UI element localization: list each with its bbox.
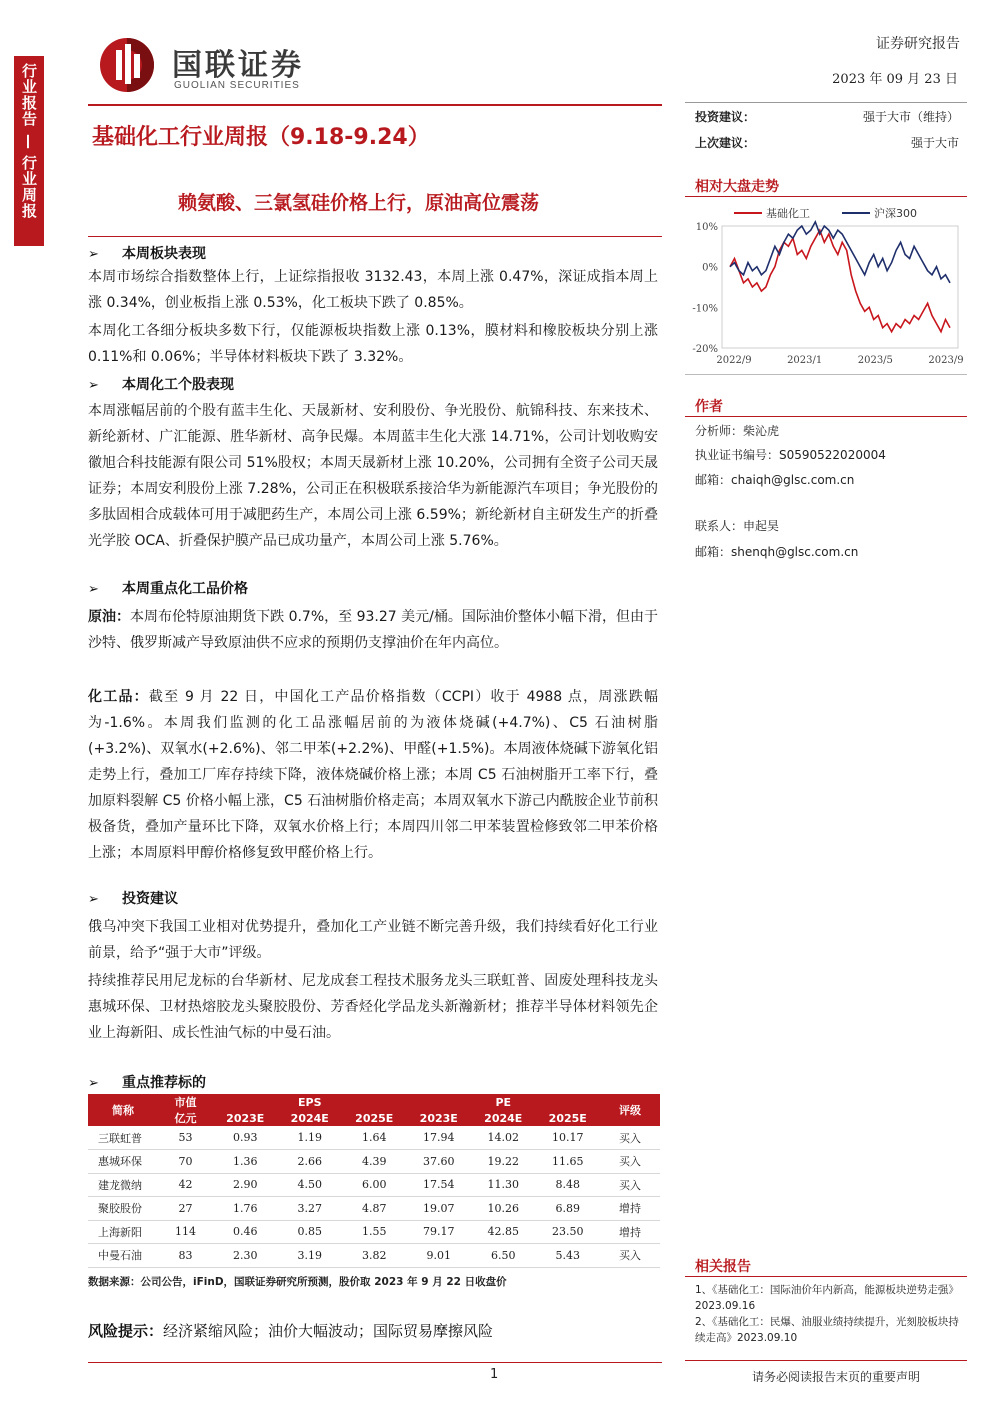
recommendation-table <box>88 1094 660 1268</box>
table-header-year: 2024E <box>471 1110 536 1126</box>
value-cell: 3.19 <box>278 1244 343 1268</box>
table-header-year: 2023E <box>213 1110 278 1126</box>
chart-svg <box>688 200 966 372</box>
y-tick-label: -10% <box>692 303 718 315</box>
value-cell: 1.76 <box>213 1197 278 1221</box>
related-section-rule <box>685 1276 967 1277</box>
risk-label: 风险提示： <box>88 1322 164 1340</box>
value-cell: 83 <box>158 1244 213 1268</box>
section-heading-3 <box>88 578 248 598</box>
rating-cell: 增持 <box>600 1197 660 1221</box>
brand-name-cn: 国联证券 <box>172 48 304 83</box>
value-cell: 1.36 <box>213 1150 278 1174</box>
risk-text: 经济紧缩风险；油价大幅波动；国际贸易摩擦风险 <box>163 1322 494 1340</box>
section-heading-3-text: 本周重点化工品价格 <box>122 581 248 597</box>
value-cell: 19.07 <box>407 1197 472 1221</box>
logo-icon <box>92 30 162 100</box>
value-cell: 4.87 <box>342 1197 407 1221</box>
table-header-year: 2025E <box>536 1110 601 1126</box>
side-band-line-2: — <box>20 133 38 149</box>
legend-label: 基础化工 <box>766 207 810 220</box>
value-cell: 5.43 <box>536 1244 601 1268</box>
table-header-mv: 市值 <box>158 1094 213 1110</box>
table-header-year: 2025E <box>342 1110 407 1126</box>
section-heading-5-text: 重点推荐标的 <box>122 1075 206 1091</box>
section-heading-4-text: 投资建议 <box>122 891 178 907</box>
table-header-name: 简称 <box>88 1094 158 1126</box>
value-cell: 14.02 <box>471 1126 536 1150</box>
section-3-para-1-text: 本周布伦特原油期货下跌 0.7%，至 93.27 美元/桶。国际油价整体小幅下滑，但由于沙特、俄罗斯减产导致原油供不应求的预期仍支撑油价在年内高位。 <box>88 609 659 651</box>
page-subtitle: 赖氨酸、三氯氢硅价格上行，原油高位震荡 <box>178 192 540 214</box>
brand-name-en: GUOLIAN SECURITIES <box>174 80 300 91</box>
value-cell: 17.94 <box>407 1126 472 1150</box>
value-cell: 10.17 <box>536 1126 601 1150</box>
chart-section-title: 相对大盘走势 <box>695 179 779 195</box>
table-header-year: 2023E <box>407 1110 472 1126</box>
author-section-rule <box>685 416 967 417</box>
doc-date: 2023 年 09 月 23 日 <box>832 72 958 87</box>
value-cell: 70 <box>158 1150 213 1174</box>
table-header-eps: EPS <box>213 1094 407 1110</box>
value-cell: 2.30 <box>213 1244 278 1268</box>
value-cell: 0.85 <box>278 1220 343 1244</box>
value-cell: 6.00 <box>342 1173 407 1197</box>
rating-invest <box>695 108 963 125</box>
relative-performance-chart <box>688 200 966 372</box>
x-tick-label: 2023/9 <box>928 355 964 366</box>
related-report-1[interactable]: 1、《基础化工：国际油价年内新高，能源板块逆势走强》2023.09.16 <box>695 1284 959 1312</box>
value-cell: 0.46 <box>213 1220 278 1244</box>
section-3-para-2-text: 截至 9 月 22 日，中国化工产品价格指数（CCPI）收于 4988 点，周涨跌幅为-1.6%。本周我们监测的化工品涨幅居前的为液体烧碱(+4.7%)、C5 石油树脂(+3.2%)、双氧水(+2.6%)、邻二甲苯(+2.2%)、甲醛(+1.5%)。本周液体烧碱下游氧化铝走势上行，叠加工厂库存持续下降，液体烧碱价格上涨；本周 C5 石油树脂开工率下行，叠加原料裂解 C5 价格小幅上涨，C5 石油树脂价格走高；本周双氧水下游己内酰胺企业节前积极备货，叠加产量环比下降，双氧水价格上行；本周四川邻二甲苯装置检修致邻二甲苯价格上涨；本周原料甲醇价格修复致甲醛价格上行。 <box>88 689 658 861</box>
y-tick-label: -20% <box>692 344 718 355</box>
chart-section-rule <box>685 196 967 197</box>
stock-name-cell: 聚胶股份 <box>88 1197 158 1221</box>
bullet-arrow-icon: ➢ <box>88 378 99 393</box>
table-row <box>88 1244 660 1268</box>
table-row <box>88 1173 660 1197</box>
page-number: 1 <box>490 1367 499 1382</box>
value-cell: 6.89 <box>536 1197 601 1221</box>
value-cell: 4.50 <box>278 1173 343 1197</box>
footer-rule <box>88 1362 662 1363</box>
bullet-arrow-icon: ➢ <box>88 582 99 597</box>
rating-prev-value: 强于大市 <box>910 136 959 150</box>
rating-cell: 买入 <box>600 1126 660 1150</box>
stock-name-cell: 建龙微纳 <box>88 1173 158 1197</box>
brand-logo <box>92 30 362 100</box>
author-email-1[interactable]: 邮箱：chaiqh@glsc.com.cn <box>695 473 855 487</box>
rating-invest-value: 强于大市（维持） <box>862 110 959 124</box>
value-cell: 11.65 <box>536 1150 601 1174</box>
side-band-line-1: 行业报告 <box>20 63 38 127</box>
stock-name-cell: 中曼石油 <box>88 1244 158 1268</box>
y-tick-label: 0% <box>702 262 718 274</box>
value-cell: 0.93 <box>213 1126 278 1150</box>
x-tick-label: 2023/5 <box>857 355 893 366</box>
chart-plot-frame <box>722 226 958 348</box>
y-tick-label: 10% <box>695 222 718 233</box>
value-cell: 2.66 <box>278 1150 343 1174</box>
rating-cell: 买入 <box>600 1244 660 1268</box>
bullet-arrow-icon: ➢ <box>88 892 99 907</box>
x-tick-label: 2022/9 <box>716 355 752 366</box>
value-cell: 1.19 <box>278 1126 343 1150</box>
related-section-title: 相关报告 <box>695 1259 751 1275</box>
table-row <box>88 1197 660 1221</box>
value-cell: 11.30 <box>471 1173 536 1197</box>
value-cell: 19.22 <box>471 1150 536 1174</box>
title-rule <box>88 236 662 237</box>
legend-label: 沪深300 <box>874 207 917 220</box>
value-cell: 42.85 <box>471 1220 536 1244</box>
bullet-arrow-icon: ➢ <box>88 247 99 262</box>
author-contact: 联系人：申起昊 <box>695 519 780 533</box>
table-row <box>88 1150 660 1174</box>
value-cell: 37.60 <box>407 1150 472 1174</box>
bullet-arrow-icon: ➢ <box>88 1076 99 1091</box>
side-band-text <box>14 60 44 222</box>
risk-warning <box>88 1320 493 1341</box>
section-heading-5 <box>88 1072 206 1092</box>
value-cell: 79.17 <box>407 1220 472 1244</box>
section-heading-1-text: 本周板块表现 <box>122 246 206 262</box>
rating-cell: 增持 <box>600 1220 660 1244</box>
value-cell: 1.55 <box>342 1220 407 1244</box>
x-tick-label: 2023/1 <box>787 355 823 366</box>
table-header-pe: PE <box>407 1094 601 1110</box>
section-heading-1 <box>88 243 206 263</box>
value-cell: 8.48 <box>536 1173 601 1197</box>
section-4-para-2: 持续推荐民用尼龙标的台华新材、尼龙成套工程技术服务龙头三联虹普、固废处理科技龙头惠城环保、卫材热熔胶龙头聚胶股份、芳香烃化学品龙头新瀚新材；推荐半导体材料领先企业上海新阳、成长性油气标的中曼石油。 <box>88 973 658 1041</box>
stock-name-cell: 惠城环保 <box>88 1150 158 1174</box>
series-line <box>730 222 950 283</box>
header-rule <box>88 104 662 106</box>
value-cell: 4.39 <box>342 1150 407 1174</box>
table-row <box>88 1126 660 1150</box>
value-cell: 23.50 <box>536 1220 601 1244</box>
value-cell: 27 <box>158 1197 213 1221</box>
value-cell: 9.01 <box>407 1244 472 1268</box>
value-cell: 1.64 <box>342 1126 407 1150</box>
doc-type: 证券研究报告 <box>876 36 960 52</box>
value-cell: 42 <box>158 1173 213 1197</box>
section-3-para-1-label: 原油： <box>88 609 131 625</box>
value-cell: 17.54 <box>407 1173 472 1197</box>
value-cell: 2.90 <box>213 1173 278 1197</box>
series-line <box>730 230 950 332</box>
footer-disclaimer: 请务必阅读报告末页的重要声明 <box>751 1370 920 1384</box>
author-cert: 执业证书编号：S0590522020004 <box>695 448 886 462</box>
value-cell: 6.50 <box>471 1244 536 1268</box>
section-3-para-2-label: 化工品： <box>88 689 149 705</box>
table-row <box>88 1220 660 1244</box>
author-email-2[interactable]: 邮箱：shenqh@glsc.com.cn <box>695 545 859 559</box>
value-cell: 10.26 <box>471 1197 536 1221</box>
section-3-para-1 <box>88 604 658 656</box>
section-heading-2-text: 本周化工个股表现 <box>122 377 234 393</box>
stock-name-cell: 三联虹普 <box>88 1126 158 1150</box>
table-header-year: 2024E <box>278 1110 343 1126</box>
value-cell: 3.82 <box>342 1244 407 1268</box>
rating-prev <box>695 134 963 151</box>
rating-prev-label: 上次建议： <box>695 136 756 150</box>
side-band-line-3: 行业周报 <box>20 155 38 219</box>
chart-bottom-rule <box>685 374 967 375</box>
rating-invest-label: 投资建议： <box>695 110 756 124</box>
footer-rule-right <box>685 1360 967 1361</box>
rating-cell: 买入 <box>600 1150 660 1174</box>
value-cell: 53 <box>158 1126 213 1150</box>
sidebar-top-rule <box>685 102 967 103</box>
related-report-2[interactable]: 2、《基础化工：民爆、油服业绩持续提升，光刻胶板块持续走高》2023.09.10 <box>695 1316 959 1344</box>
table-header-rating: 评级 <box>600 1094 660 1126</box>
section-1-para-2: 本周化工各细分板块多数下行，仅能源板块指数上涨 0.13%，膜材料和橡胶板块分别上涨 0.11%和 0.06%；半导体材料板块下跌了 3.32%。 <box>88 323 658 365</box>
section-3-para-2 <box>88 684 658 866</box>
section-heading-2 <box>88 374 234 394</box>
page-title: 基础化工行业周报（9.18-9.24） <box>92 125 430 150</box>
section-2-para-1: 本周涨幅居前的个股有蓝丰生化、天晟新材、安利股份、争光股份、航锦科技、东来技术、新纶新材、广汇能源、胜华新材、高争民爆。本周蓝丰生化大涨 14.71%，公司计划收购安徽旭合科技能源有限公司 51%股权；本周天晟新材上涨 10.20%，公司拥有全资子公司天晟证券；本周安利股份上涨 7.28%，公司正在积极联系接洽华为新能源汽车项目；争光股份的多肽固相合成载体可用于减肥药生产，本周公司上涨 6.59%；新纶新材自主研发生产的折叠光学胶 OCA、折叠保护膜产品已成功量产，本周公司上涨 5.76%。 <box>88 403 658 549</box>
table-source-note: 数据来源：公司公告，iFinD，国联证券研究所预测，股价取 2023 年 9 月 22 日收盘价 <box>88 1276 507 1288</box>
author-analyst: 分析师：柴沁虎 <box>695 424 780 438</box>
value-cell: 3.27 <box>278 1197 343 1221</box>
stock-name-cell: 上海新阳 <box>88 1220 158 1244</box>
section-1-para-1: 本周市场综合指数整体上行，上证综指报收 3132.43，本周上涨 0.47%，深证成指本周上涨 0.34%，创业板指上涨 0.53%，化工板块下跌了 0.85%。 <box>88 269 658 311</box>
section-4-para-1: 俄乌冲突下我国工业相对优势提升，叠加化工产业链不断完善升级，我们持续看好化工行业前景，给予“强于大市”评级。 <box>88 919 658 961</box>
value-cell: 114 <box>158 1220 213 1244</box>
table-header-mv-unit: 亿元 <box>158 1110 213 1126</box>
author-section-title: 作者 <box>695 399 723 415</box>
rating-cell: 买入 <box>600 1173 660 1197</box>
section-heading-4 <box>88 888 178 908</box>
